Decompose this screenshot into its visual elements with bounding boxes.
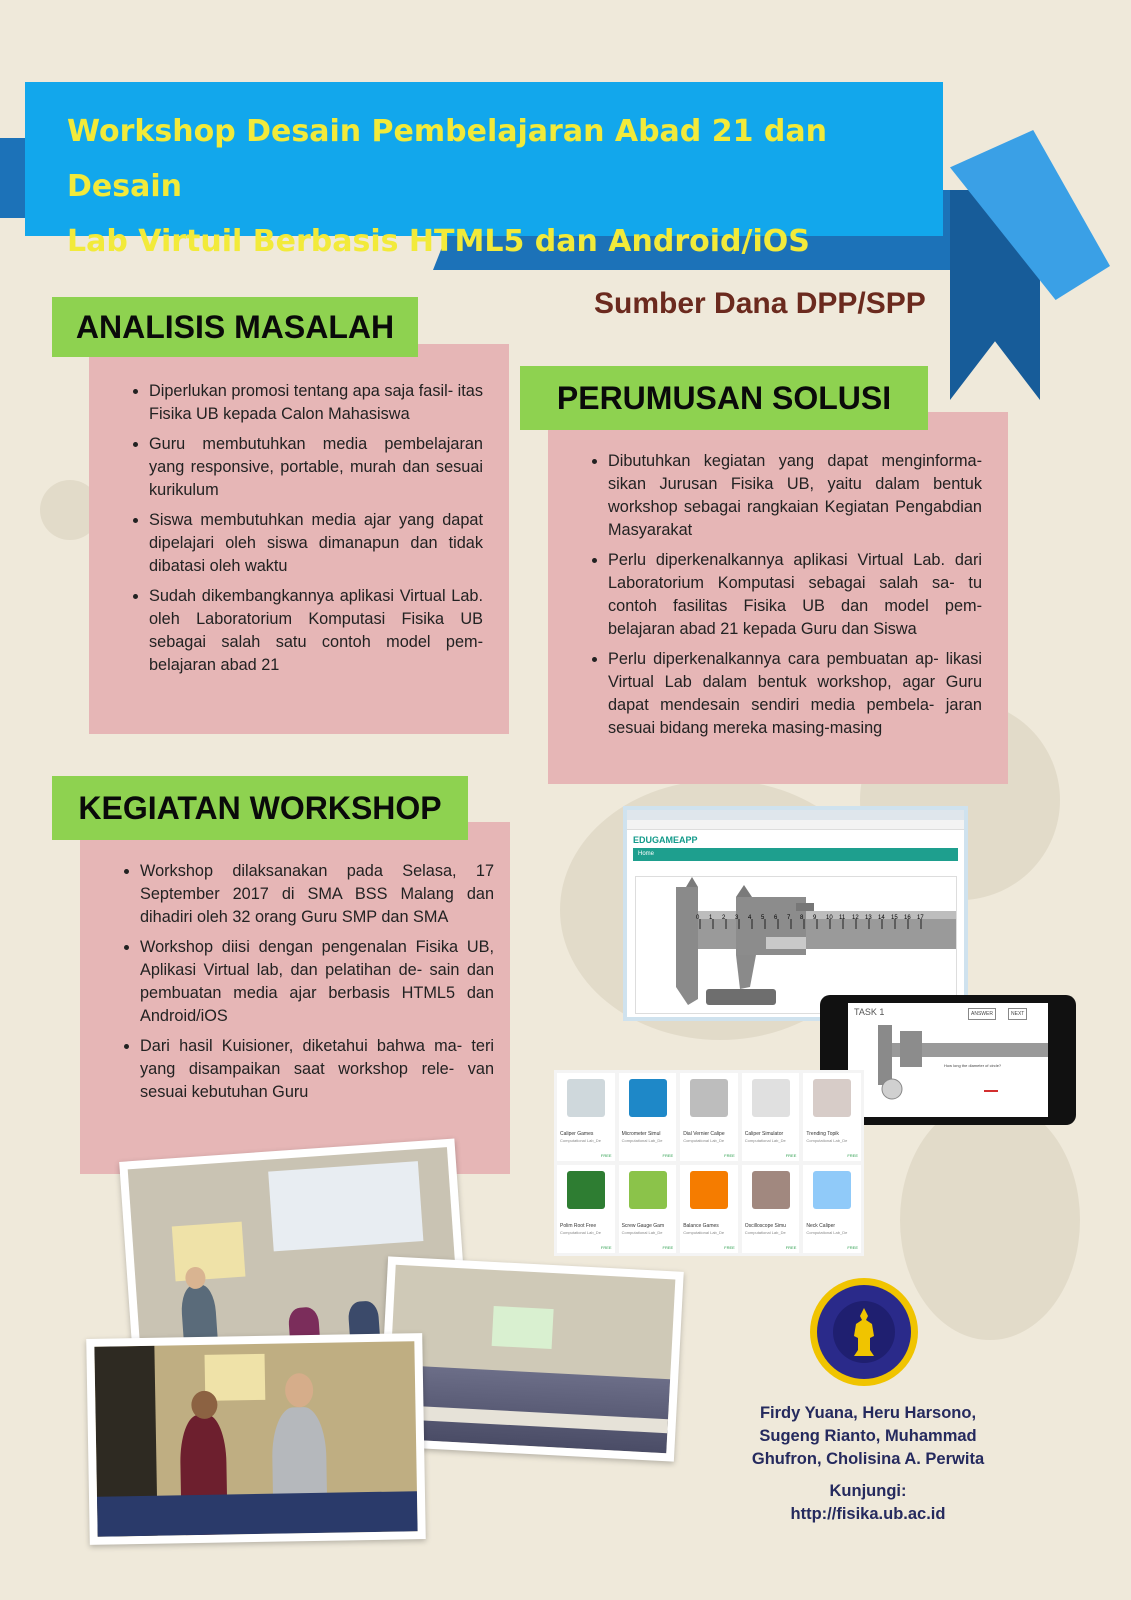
poster-title bbox=[67, 104, 927, 269]
app-icon bbox=[813, 1171, 851, 1209]
app-price: FREE bbox=[662, 1245, 674, 1250]
app-icon bbox=[752, 1171, 790, 1209]
app-price: FREE bbox=[847, 1245, 858, 1250]
authors bbox=[738, 1402, 998, 1471]
title-line-1: Workshop Desain Pembelajaran Abad 21 dan Desain bbox=[67, 114, 827, 204]
app-card[interactable] bbox=[803, 1073, 861, 1161]
table bbox=[97, 1491, 418, 1537]
scale-label: 17 bbox=[917, 915, 924, 921]
app-icon bbox=[690, 1171, 728, 1209]
solusi-list bbox=[586, 450, 982, 747]
app-card[interactable] bbox=[619, 1165, 677, 1253]
workshop-photo-2 bbox=[378, 1256, 684, 1461]
app-developer: Computational Lab_De bbox=[621, 1138, 663, 1143]
solusi-heading: PERUMUSAN SOLUSI bbox=[520, 366, 928, 430]
scale-label: 13 bbox=[865, 915, 872, 921]
list-item: • Dari hasil Kuisioner, diketahui bahwa ma- teri yang disampaikan saat workshop rele- van sesuai kebutuhan Guru bbox=[140, 1035, 494, 1104]
app-card[interactable] bbox=[742, 1165, 800, 1253]
app-icon bbox=[813, 1079, 851, 1117]
list-item: • Guru membutuhkan media pembelajaran yang responsive, portable, murah dan sesuai kurikulum bbox=[149, 433, 483, 502]
list-item: • Perlu diperkenalkannya aplikasi Virtual Lab. dari Laboratorium Komputasi sebagai salah sa- tu contoh fasilitas Fisika UB dan model pem- belajaran abad 21 kepada Guru dan Siswa bbox=[608, 549, 982, 641]
app-name: Trending Topik bbox=[806, 1131, 839, 1137]
visit-block bbox=[738, 1480, 998, 1526]
authors-line: Sugeng Rianto, Muhammad bbox=[759, 1427, 977, 1445]
browser-tabbar bbox=[627, 810, 964, 820]
solusi-box bbox=[548, 412, 1008, 784]
person-head bbox=[191, 1391, 217, 1419]
caliper-illustration bbox=[635, 876, 957, 1014]
app-developer: Computational Lab_De bbox=[683, 1230, 725, 1235]
app-icon bbox=[567, 1079, 605, 1117]
seal-ring bbox=[817, 1285, 911, 1379]
photo-image bbox=[387, 1265, 676, 1453]
app-name: Caliper Games bbox=[560, 1131, 594, 1137]
scale-label: 2 bbox=[722, 915, 726, 921]
analisis-heading: ANALISIS MASALAH bbox=[52, 297, 418, 357]
scale-label: 4 bbox=[748, 915, 752, 921]
app-price: FREE bbox=[600, 1153, 612, 1158]
app-navbar: Home bbox=[633, 848, 958, 861]
app-icon bbox=[629, 1079, 667, 1117]
kegiatan-box bbox=[80, 822, 510, 1174]
app-name: Screw Gauge Gam bbox=[621, 1223, 665, 1229]
app-price: FREE bbox=[847, 1153, 858, 1158]
next-button: NEXT bbox=[1008, 1008, 1027, 1020]
seal-figure-icon bbox=[844, 1306, 884, 1358]
analisis-list bbox=[127, 380, 483, 684]
scale-label: 3 bbox=[735, 915, 739, 921]
scale-label: 14 bbox=[878, 915, 885, 921]
app-icon bbox=[629, 1171, 667, 1209]
browser-address-bar bbox=[627, 820, 964, 830]
app-developer: Computational Lab_De bbox=[560, 1230, 601, 1235]
app-name: Caliper Simulator bbox=[744, 1131, 784, 1137]
phone-question: How long the diameter of circle? bbox=[944, 1063, 1002, 1068]
app-developer: Computational Lab_De bbox=[621, 1230, 663, 1235]
app-card[interactable] bbox=[742, 1073, 800, 1161]
list-item: • Dibutuhkan kegiatan yang dapat menginforma- sikan Jurusan Fisika UB, yaitu dalam bentuk workshop sebagai rangkaian Kegiatan Pengabdian Masyarakat bbox=[608, 450, 982, 542]
list-item: • Workshop dilaksanakan pada Selasa, 17 September 2017 di SMA BSS Malang dan dihadiri oleh 32 orang Guru SMP dan SMA bbox=[140, 860, 494, 929]
app-developer: Computational Lab_De bbox=[683, 1138, 725, 1143]
app-card[interactable] bbox=[680, 1165, 738, 1253]
scale-label: 7 bbox=[787, 915, 791, 921]
list-item: • Perlu diperkenalkannya cara pembuatan ap- likasi Virtual Lab dalam bentuk workshop, agar Guru dapat mendesain sendiri media pembela- jaran sesuai bidang mereka masing-masing bbox=[608, 648, 982, 740]
app-price: FREE bbox=[785, 1153, 797, 1158]
visit-label: Kunjungi: bbox=[829, 1482, 907, 1500]
app-name: Oscilloscope Simu bbox=[744, 1223, 786, 1229]
app-store-grid bbox=[554, 1070, 864, 1256]
app-card[interactable] bbox=[803, 1165, 861, 1253]
answer-button: ANSWER bbox=[968, 1008, 996, 1020]
app-name: Neck Caliper bbox=[806, 1223, 836, 1229]
poster-on-wall bbox=[172, 1222, 246, 1282]
app-card[interactable] bbox=[680, 1073, 738, 1161]
list-item: • Diperlukan promosi tentang apa saja fasil- itas Fisika UB kepada Calon Mahasiswa bbox=[149, 380, 483, 426]
app-name: Balance Games bbox=[683, 1223, 719, 1229]
workshop-photo-3 bbox=[86, 1333, 426, 1545]
app-name: Micrometer Simul bbox=[621, 1131, 661, 1137]
poster-on-wall bbox=[205, 1354, 266, 1401]
list-item: • Siswa membutuhkan media ajar yang dapat dipelajari oleh siswa dimanapun dan tidak dibatasi oleh waktu bbox=[149, 509, 483, 578]
kegiatan-heading: KEGIATAN WORKSHOP bbox=[52, 776, 468, 840]
scale-label: 1 bbox=[709, 915, 713, 921]
scale-label: 0 bbox=[696, 915, 700, 921]
app-developer: Computational Lab_De bbox=[744, 1138, 786, 1143]
caliper-graphic bbox=[636, 877, 956, 1013]
scale-label: 9 bbox=[813, 915, 817, 921]
scale-label: 8 bbox=[800, 915, 804, 921]
university-seal bbox=[810, 1278, 918, 1386]
app-icon bbox=[752, 1079, 790, 1117]
app-name: Dial Vernier Calipe bbox=[683, 1131, 725, 1137]
title-line-2: Lab Virtuil Berbasis HTML5 dan Android/iOS bbox=[67, 224, 810, 259]
authors-line: Firdy Yuana, Heru Harsono, bbox=[759, 1404, 977, 1422]
scale-label: 16 bbox=[904, 915, 911, 921]
list-item: • Sudah dikembangkannya aplikasi Virtual Lab. oleh Laboratorium Komputasi Fisika UB sebagai salah satu contoh model pem- belajaran abad 21 bbox=[149, 585, 483, 677]
app-price: FREE bbox=[600, 1245, 612, 1250]
scale-label: 6 bbox=[774, 915, 778, 921]
app-icon bbox=[567, 1171, 605, 1209]
scale-label: 12 bbox=[852, 915, 859, 921]
app-developer: Computational Lab_De bbox=[560, 1138, 601, 1143]
scale-label: 11 bbox=[839, 915, 846, 921]
app-price: FREE bbox=[724, 1245, 735, 1250]
app-developer: Computational Lab_De bbox=[806, 1230, 848, 1235]
app-name: Polim Root Free bbox=[560, 1223, 597, 1229]
app-card[interactable] bbox=[557, 1073, 615, 1161]
task-label: TASK 1 bbox=[854, 1007, 885, 1017]
browser-screenshot bbox=[623, 806, 968, 1021]
app-icon bbox=[690, 1079, 728, 1117]
analisis-box bbox=[89, 344, 509, 734]
scale-label: 5 bbox=[761, 915, 765, 921]
projector-screen bbox=[268, 1161, 423, 1251]
photo-image bbox=[94, 1341, 417, 1537]
phone-screen bbox=[848, 1003, 1048, 1117]
funding-source: Sumber Dana DPP/SPP bbox=[594, 287, 926, 320]
seal-core bbox=[833, 1301, 895, 1363]
app-price: FREE bbox=[785, 1245, 797, 1250]
phone-caliper-graphic bbox=[848, 1003, 1048, 1117]
title-banner bbox=[25, 82, 943, 259]
app-price: FREE bbox=[662, 1153, 674, 1158]
scale-label: 10 bbox=[826, 915, 833, 921]
website-link[interactable]: http://fisika.ub.ac.id bbox=[790, 1505, 946, 1523]
kegiatan-list bbox=[118, 860, 494, 1111]
app-card[interactable] bbox=[619, 1073, 677, 1161]
scale-label: 15 bbox=[891, 915, 898, 921]
app-price: FREE bbox=[724, 1153, 735, 1158]
app-developer: Computational Lab_De bbox=[744, 1230, 786, 1235]
app-brand: EDUGAMEAPP bbox=[633, 835, 698, 845]
authors-line: Ghufron, Cholisina A. Perwita bbox=[751, 1450, 985, 1468]
app-developer: Computational Lab_De bbox=[806, 1138, 848, 1143]
list-item: • Workshop diisi dengan pengenalan Fisika UB, Aplikasi Virtual lab, dan pelatihan de- sain dan pembuatan media ajar berbasis HTML5 dan Android/iOS bbox=[140, 936, 494, 1028]
background-stain bbox=[900, 1100, 1080, 1340]
app-card[interactable] bbox=[557, 1165, 615, 1253]
projector-screen bbox=[492, 1306, 554, 1349]
person-head bbox=[285, 1373, 314, 1407]
caliper-scale-labels bbox=[696, 915, 936, 925]
